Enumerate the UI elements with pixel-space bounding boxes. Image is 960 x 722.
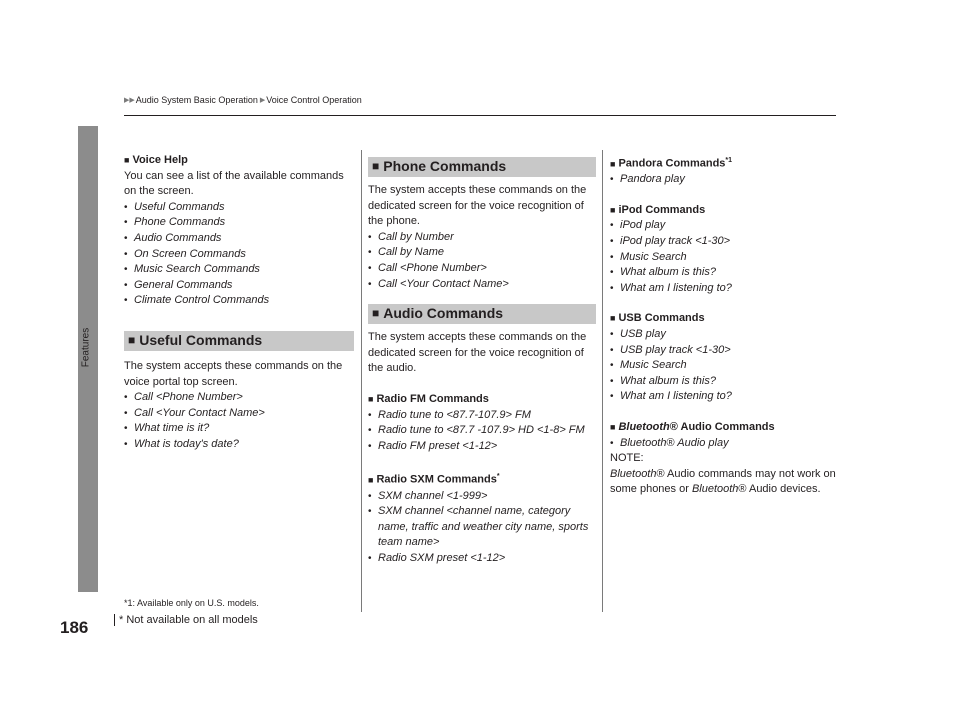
list-item-text: iPod play — [620, 219, 666, 232]
bullet-icon: • — [610, 220, 614, 232]
column-divider — [361, 150, 362, 612]
list-item-text: Climate Control Commands — [134, 294, 270, 307]
command-list — [368, 230, 596, 292]
bullet-icon: • — [610, 329, 614, 340]
list-item-text: Call <Your Contact Name> — [378, 277, 509, 290]
list-item-text: Radio SXM preset <1-12> — [378, 551, 506, 564]
section-heading: ■ Bluetooth® Audio Commands — [610, 420, 775, 433]
list-item — [610, 327, 838, 343]
breadcrumb-link-voice[interactable]: Voice Control Operation — [266, 95, 362, 105]
list-item-text: Radio tune to <87.7-107.9> FM — [378, 408, 531, 421]
note-text: Bluetooth® Audio commands may not work on some phones or Bluetooth® Audio devices. — [610, 467, 836, 496]
list-item — [124, 390, 354, 406]
section-heading: ■ iPod Commands — [610, 203, 706, 216]
list-item-text: Call <Your Contact Name> — [134, 406, 265, 419]
list-item-text: Music Search — [620, 359, 687, 372]
paragraph: You can see a list of the available commands on the screen. — [124, 169, 344, 198]
list-item — [368, 408, 596, 424]
list-item: • Bluetooth® Audio play — [610, 436, 729, 449]
list-item-text: General Commands — [134, 278, 233, 291]
footnote: *1: Available only on U.S. models. — [124, 598, 259, 608]
command-list — [368, 489, 596, 567]
column-1 — [124, 153, 354, 453]
bullet-icon: • — [368, 490, 372, 502]
list-item — [368, 439, 596, 455]
column-2 — [368, 157, 596, 567]
section-bar: ■ Useful Commands — [124, 331, 354, 351]
paragraph: The system accepts these commands on the dedicated screen for the voice recognition of the audio. — [368, 331, 587, 375]
section-heading: ■ Pandora Commands$^{*1}$ — [610, 157, 733, 170]
list-item — [610, 374, 838, 390]
list-item-text: Radio FM preset <1-12> — [378, 439, 498, 452]
bullet-icon: • — [610, 375, 614, 387]
command-list — [610, 218, 838, 296]
command-list — [610, 327, 838, 405]
list-item-text: Radio tune to <87.7 -107.9> HD <1-8> FM — [378, 424, 585, 437]
sidebar-label: Features — [80, 327, 92, 368]
bullet-icon: • — [124, 264, 128, 276]
command-list — [368, 408, 596, 455]
bullet-icon: • — [124, 201, 128, 213]
section-heading: ■ Radio FM Commands — [368, 392, 489, 405]
bullet-icon: • — [610, 251, 614, 263]
list-item-text: Call <Phone Number> — [378, 261, 487, 274]
bullet-icon: • — [124, 279, 128, 291]
bullet-icon: • — [610, 267, 614, 279]
list-item-text: Call by Number — [378, 230, 454, 243]
list-item — [610, 389, 838, 405]
note-label: NOTE: — [610, 452, 644, 465]
page-number: 186 — [60, 618, 89, 637]
bullet-icon: • — [610, 282, 614, 294]
list-item-text: What am I listening to? — [620, 281, 732, 294]
breadcrumb-link-audio[interactable]: Audio System Basic Operation — [135, 95, 258, 105]
paragraph: The system accepts these commands on the dedicated screen for the voice recognition of the phone. — [368, 184, 587, 228]
list-item — [124, 200, 354, 216]
section-heading: ■ USB Commands — [610, 312, 705, 325]
list-item-text: What album is this? — [620, 266, 716, 279]
bullet-icon: • — [610, 174, 614, 186]
command-list — [124, 390, 354, 452]
list-item — [124, 293, 354, 309]
list-item-text: SXM channel <channel name, category name, traffic and weather city name, sports team name> — [378, 505, 589, 549]
bullet-icon: • — [368, 278, 372, 290]
list-item — [610, 218, 838, 234]
bullet-icon: • — [124, 423, 128, 435]
bullet-icon: • — [124, 295, 128, 307]
bullet-icon: • — [368, 506, 372, 518]
bullet-icon: • — [368, 262, 372, 274]
list-item-text: SXM channel <1-999> — [378, 489, 488, 502]
arrow-icon: ▶ — [259, 97, 266, 104]
list-item-text: What am I listening to? — [620, 390, 732, 403]
list-item-text: Music Search Commands — [134, 263, 260, 276]
list-item-text: USB play track <1-30> — [620, 343, 731, 356]
list-item — [124, 406, 354, 422]
breadcrumb — [124, 95, 362, 105]
bullet-icon: • — [610, 360, 614, 372]
bullet-icon: • — [368, 440, 372, 452]
bullet-icon: • — [610, 236, 614, 248]
column-3 — [610, 153, 838, 498]
list-item — [368, 504, 596, 551]
list-item-text: Audio Commands — [134, 231, 222, 244]
list-item — [124, 421, 354, 437]
list-item — [124, 215, 354, 231]
list-item — [610, 358, 838, 374]
list-item-text: On Screen Commands — [134, 247, 246, 260]
list-item-text: iPod play track <1-30> — [620, 235, 731, 248]
list-item — [124, 262, 354, 278]
bullet-icon: • — [124, 232, 128, 244]
bullet-icon: • — [368, 552, 372, 564]
list-item-text: Call by Name — [378, 246, 445, 259]
bullet-icon: • — [368, 231, 372, 243]
command-list — [124, 200, 354, 309]
list-item — [610, 343, 838, 359]
header-rule — [124, 115, 836, 116]
list-item — [368, 245, 596, 261]
list-item-text: Phone Commands — [134, 216, 226, 229]
list-item-text: USB play — [620, 328, 666, 340]
bullet-icon: • — [124, 438, 128, 450]
bullet-icon: • — [368, 409, 372, 421]
bullet-icon: • — [368, 247, 372, 259]
paragraph: The system accepts these commands on the voice portal top screen. — [124, 359, 343, 388]
page-note: * Not available on all models — [114, 614, 258, 626]
bullet-icon: • — [368, 425, 372, 437]
list-item-text: What time is it? — [134, 422, 210, 435]
list-item — [368, 551, 596, 567]
list-item — [368, 277, 596, 293]
bullet-icon: • — [124, 407, 128, 419]
bullet-icon: • — [124, 392, 128, 404]
list-item — [368, 261, 596, 277]
list-item — [124, 437, 354, 453]
column-divider — [602, 150, 603, 612]
list-item-text: Call <Phone Number> — [134, 391, 243, 404]
list-item — [368, 489, 596, 505]
list-item — [124, 278, 354, 294]
bullet-icon: • — [610, 344, 614, 356]
list-item — [368, 230, 596, 246]
section-heading: ■ Voice Help — [124, 154, 188, 166]
section-bar: ■ Phone Commands — [368, 157, 596, 177]
list-item — [124, 247, 354, 263]
list-item — [610, 265, 838, 281]
list-item-text: Music Search — [620, 250, 687, 263]
list-item-text: Pandora play — [620, 173, 685, 186]
arrow-icon: ▶▶ — [124, 97, 135, 104]
list-item-text: Useful Commands — [134, 200, 225, 213]
list-item-text: What album is this? — [620, 374, 716, 387]
bullet-icon: • — [610, 391, 614, 403]
list-item — [368, 423, 596, 439]
list-item — [610, 234, 838, 250]
section-bar: ■ Audio Commands — [368, 304, 596, 324]
bullet-icon: • — [124, 248, 128, 260]
list-item — [610, 250, 838, 266]
bullet-icon: • — [124, 217, 128, 229]
command-list — [610, 172, 838, 188]
list-item — [124, 231, 354, 247]
section-heading: ■ Radio SXM Commands* — [368, 473, 500, 486]
list-item-text: What is today's date? — [134, 437, 239, 450]
list-item — [610, 281, 838, 297]
list-item — [610, 172, 838, 188]
